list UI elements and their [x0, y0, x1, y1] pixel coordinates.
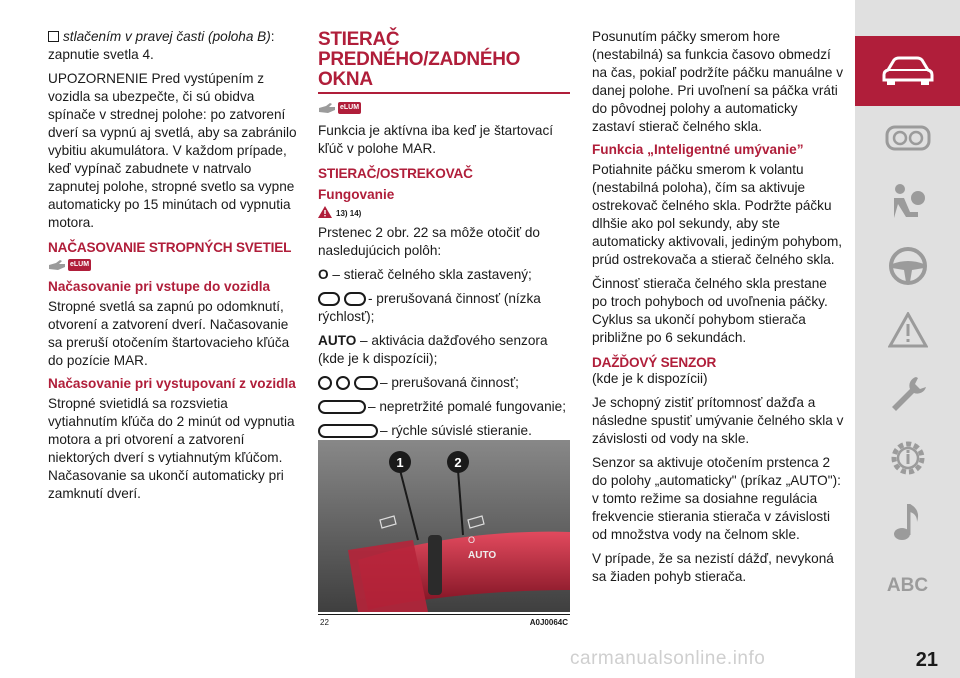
paragraph-stalk-up: Posunutím páčky smerom hore (nestabilná) sa funkcia časovo obmedzí na čas, pokiaľ podržíte páčku manuálne v danej polohe. Pri uvoľnení sa páčka vráti do pôvodnej polohy a automaticky zastaví stierač čelného skla.: [592, 29, 844, 134]
car-icon: [882, 56, 934, 86]
chapter-multimedia[interactable]: [855, 490, 960, 554]
heading-rain-sensor: DAŽĎOVÝ SENZOR: [592, 355, 717, 370]
chapter-driving[interactable]: [855, 234, 960, 298]
paragraph-rain-1: Je schopný zistiť prítomnosť dažďa a následne spustiť umývanie čelného skla v závislosti od vody na skle.: [592, 395, 844, 446]
paragraph-active: Funkcia je aktívna iba keď je štartovací kľúč v polohe MAR.: [318, 123, 554, 156]
position-auto: AUTO – aktivácia dažďového senzora (kde je k dispozícii);: [318, 333, 548, 366]
reference-numbers: 13) 14): [336, 209, 362, 218]
heading-timer: NAČASOVANIE STROPNÝCH SVETIEL: [48, 240, 292, 255]
position-slow: – nepretržité pomalé fungovanie;: [318, 398, 570, 416]
marker-2-label: 2: [454, 455, 462, 470]
column-middle: [318, 28, 570, 446]
paragraph-smart-2: Činnosť stierača čelného skla prestane po troch pohyboch od uvoľnenia páčky. Cyklus sa ukončí pohybom stierača približne po 6 sekundách.: [592, 276, 828, 345]
title-rule: [318, 92, 570, 94]
wiper-intermittent-icon: [318, 292, 366, 306]
position-intermittent: – prerušovaná činnosť;: [318, 374, 570, 392]
paragraph-rain-2: Senzor sa aktivuje otočením prstenca 2 do polohy „automaticky" (príkaz „AUTO"): v tomto režime sa dosiahne regulácia frekvencie stierania stierača v závislosti od množstva vody na čelnom skle.: [592, 455, 841, 542]
chapter-dashboard[interactable]: [855, 106, 960, 170]
icon-row: [48, 259, 298, 271]
chapter-maintenance[interactable]: [855, 362, 960, 426]
paragraph-position-b: stlačením v pravej časti (poloha B): zapnutie svetla 4.: [48, 29, 275, 62]
position-fast: – rýchle súvislé stieranie.: [318, 422, 570, 440]
chapter-safety[interactable]: [855, 170, 960, 234]
position-intermittent-slow: - prerušovaná činnosť (nízka rýchlosť);: [318, 291, 541, 324]
stalk-auto-label: AUTO: [468, 550, 497, 561]
paragraph-ring: Prstenec 2 obr. 22 sa môže otočiť do nasledujúcich polôh:: [318, 225, 540, 258]
heading-wiper: STIERAČ/OSTREKOVAČ: [318, 166, 473, 181]
paragraph-rain-3: V prípade, že sa nezistí dážď, nevykoná sa žiaden pohyb stierača.: [592, 551, 834, 584]
paragraph-warning: UPOZORNENIE Pred vystúpením z vozidla sa ubezpečte, či sú obidva spínače v strednej polohe: po zatvorení dverí sa vypnú aj svetlá, aby sa zabránilo vybitiu akumulátora. V každom prípade, keď vypínač zabudnete v natrvalo zapnutej polohe, stropné svetlo sa vypne automaticky po 15 minútach od vypnutia motora.: [48, 71, 297, 230]
paragraph-enter: Stropné svetlá sa zapnú po odomknutí, otvorení a zatvorení dverí. Načasovanie sa preruší otočením štartovacieho kľúča do pozície MAR.: [48, 299, 290, 368]
chapter-emergency[interactable]: [855, 298, 960, 362]
airbag-icon: [890, 182, 926, 222]
heading-operation: Fungovanie: [318, 187, 395, 202]
figure-code: A0J0064C: [529, 618, 568, 627]
wiper-intermittent-icon: [318, 376, 378, 390]
music-note-icon: [893, 502, 923, 542]
index-abc-label: ABC: [886, 575, 929, 596]
chapter-index[interactable]: [855, 566, 960, 606]
paragraph-exit: Stropné svietidlá sa rozsvietia vytiahnutím kľúča do 2 minút od vypnutia motora a pri otvorení a zatvorení niektorých dverí s vytiahnutým kľúčom. Načasovanie sa ukončí automaticky pri zamknutí dverí.: [48, 396, 295, 501]
watermark: carmanualsonline.info: [570, 648, 766, 669]
hand-icon: [48, 259, 66, 271]
wiper-slow-icon: [318, 400, 366, 414]
hand-icon: [318, 102, 336, 114]
position-off: O – stierač čelného skla zastavený;: [318, 267, 532, 282]
column-left: [48, 28, 298, 509]
warning-refs: [318, 206, 570, 218]
elum-badge: eLUM: [338, 102, 361, 114]
dashboard-icon: [885, 125, 931, 151]
chapter-technical-data[interactable]: [855, 426, 960, 490]
figure-number: 22: [320, 618, 329, 627]
wiper-fast-icon: [318, 424, 378, 438]
section-title: STIERAČ PREDNÉHO/ZADNÉHO OKNA: [318, 29, 521, 90]
column-right: [592, 28, 844, 592]
marker-1-label: 1: [396, 455, 404, 470]
wiper-stalk-illustration: [318, 440, 570, 612]
paragraph-rain-0: (kde je k dispozícii): [592, 371, 708, 386]
checkbox-icon: [48, 31, 59, 42]
heading-smart-wash: Funkcia „Inteligentné umývanie”: [592, 142, 804, 157]
figure-caption: [318, 614, 570, 629]
steering-wheel-icon: [888, 246, 928, 286]
warning-icon: [888, 312, 928, 348]
paragraph-smart-1: Potiahnite páčku smerom k volantu (nestabilná poloha), čím sa aktivuje ostrekovač čelného skla. Podržte páčku dlhšie ako pol sekundy, aby ste automaticky aktivovali, jediným pohybom, prúd ostrekovača a stierač čelného skla.: [592, 162, 843, 267]
icon-row: [318, 102, 570, 114]
page-number: 21: [915, 649, 938, 671]
stalk-o-label: O: [468, 535, 476, 545]
wiper-stalk-figure: [318, 440, 570, 612]
chapter-car[interactable]: [855, 36, 960, 106]
wrench-icon: [888, 374, 928, 414]
heading-enter: Načasovanie pri vstupe do vozidla: [48, 279, 271, 294]
settings-gear-icon: [887, 437, 929, 479]
heading-exit: Načasovanie pri vystupovaní z vozidla: [48, 376, 296, 391]
warning-triangle-icon: [318, 206, 332, 218]
elum-badge: eLUM: [68, 259, 91, 271]
chapter-sidebar: [855, 0, 960, 678]
